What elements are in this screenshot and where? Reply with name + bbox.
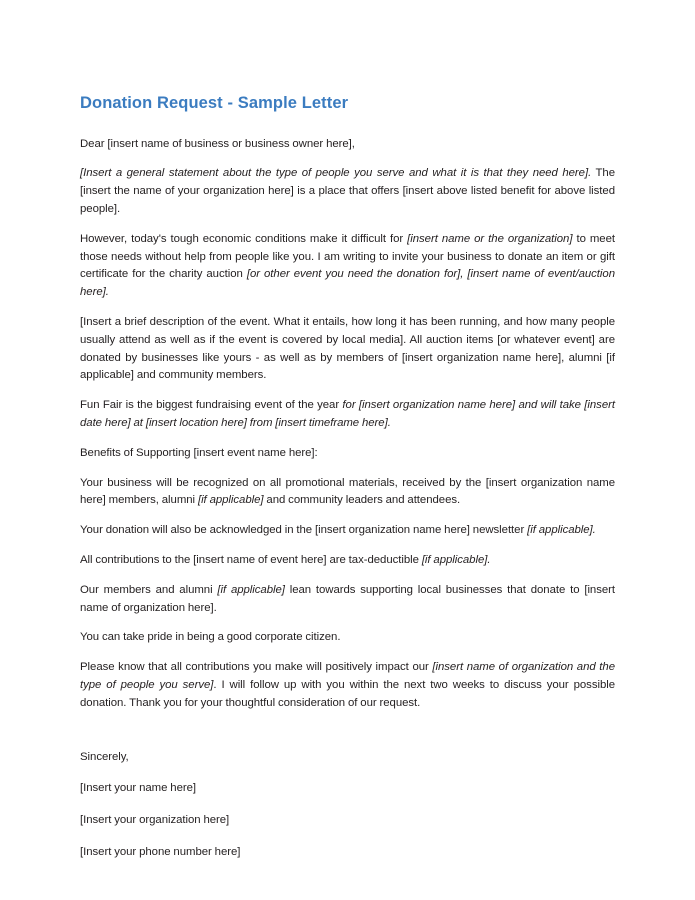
text-run: . I will follow up with you within the next two weeks to discuss your possible donation. Thank you for your thoughtful consideration of our request. [80, 678, 616, 709]
letter-body [80, 165, 615, 712]
paragraph-intro [80, 165, 615, 218]
text-run: [Insert a brief description of the event. What it entails, how long it has been running, and how many people usually attend as well as if the event is covered by local media]. All auction items [or whatever event] are donated by businesses like yours - as well as by members of [insert organization name here], alumni [if applicable] and community members. [80, 316, 615, 382]
paragraph-benefits-heading [80, 445, 615, 463]
salutation: Dear [insert name of business or business owner here], [80, 137, 355, 150]
text-run: The [insert the name of your organization here] is a place that offers [insert above listed benefit for above listed people]. [80, 167, 616, 216]
paragraph-fun-fair [80, 397, 615, 433]
paragraph-benefit-pride [80, 629, 615, 647]
text-run-italic: [insert name or the organization] [407, 232, 573, 245]
text-run: All contributions to the [insert name of event here] are tax-deductible [80, 553, 422, 566]
signer-phone-placeholder: [Insert your phone number here] [80, 845, 241, 858]
paragraph-benefit-tax [80, 552, 615, 570]
text-run-italic: [insert name of organization and the type of people you serve] [80, 661, 615, 691]
page-title: Donation Request - Sample Letter [80, 94, 349, 112]
text-run: Benefits of Supporting [insert event name here]: [80, 446, 318, 459]
text-run-italic: [or other event you need the donation for], [insert name of event/auction here]. [80, 268, 615, 299]
paragraph-benefit-local-support [80, 582, 615, 618]
text-run-italic: [if applicable]. [421, 553, 491, 566]
text-run: and community leaders and attendees. [263, 494, 461, 507]
text-run-italic: [Insert a general statement about the type of people you serve and what it is that they need here]. [80, 167, 592, 180]
signature-block [80, 749, 615, 862]
letter-content [80, 93, 615, 876]
text-run-italic: for [insert organization name here] and will take [insert date here] at [insert location here] from [insert timeframe here]. [80, 399, 615, 429]
text-run: to meet those needs without help from people like you. I am writing to invite your business to donate an item or gift certificate for the charity auction [80, 232, 615, 281]
text-run: lean towards supporting local businesses that donate to [insert name of organization here]. [80, 583, 615, 614]
text-run: Our members and alumni [80, 583, 218, 596]
text-run: Please know that all contributions you make will positively impact our [80, 661, 433, 674]
text-run: Fun Fair is the biggest fundraising event of the year [80, 399, 343, 412]
paragraph-closing-impact [80, 659, 615, 712]
signer-name-placeholder: [Insert your name here] [80, 782, 197, 795]
text-run: Your business will be recognized on all promotional materials, received by the [insert organization name here] members, alumni [80, 476, 615, 507]
text-run: Your donation will also be acknowledged in the [insert organization name here] newsletter [80, 524, 528, 537]
paragraph-event-description [80, 314, 615, 385]
text-run-italic: [if applicable] [217, 583, 285, 596]
text-run-italic: [if applicable] [197, 494, 264, 507]
paragraph-benefit-newsletter [80, 522, 615, 540]
signer-organization-placeholder: [Insert your organization here] [80, 814, 230, 827]
paragraph-economic-conditions [80, 231, 615, 302]
paragraph-benefit-recognition [80, 475, 615, 511]
closing-line: Sincerely, [80, 750, 129, 763]
text-run: You can take pride in being a good corporate citizen. [80, 631, 341, 644]
text-run: However, today's tough economic conditions make it difficult for [80, 232, 408, 245]
text-run-italic: [if applicable]. [527, 524, 596, 537]
